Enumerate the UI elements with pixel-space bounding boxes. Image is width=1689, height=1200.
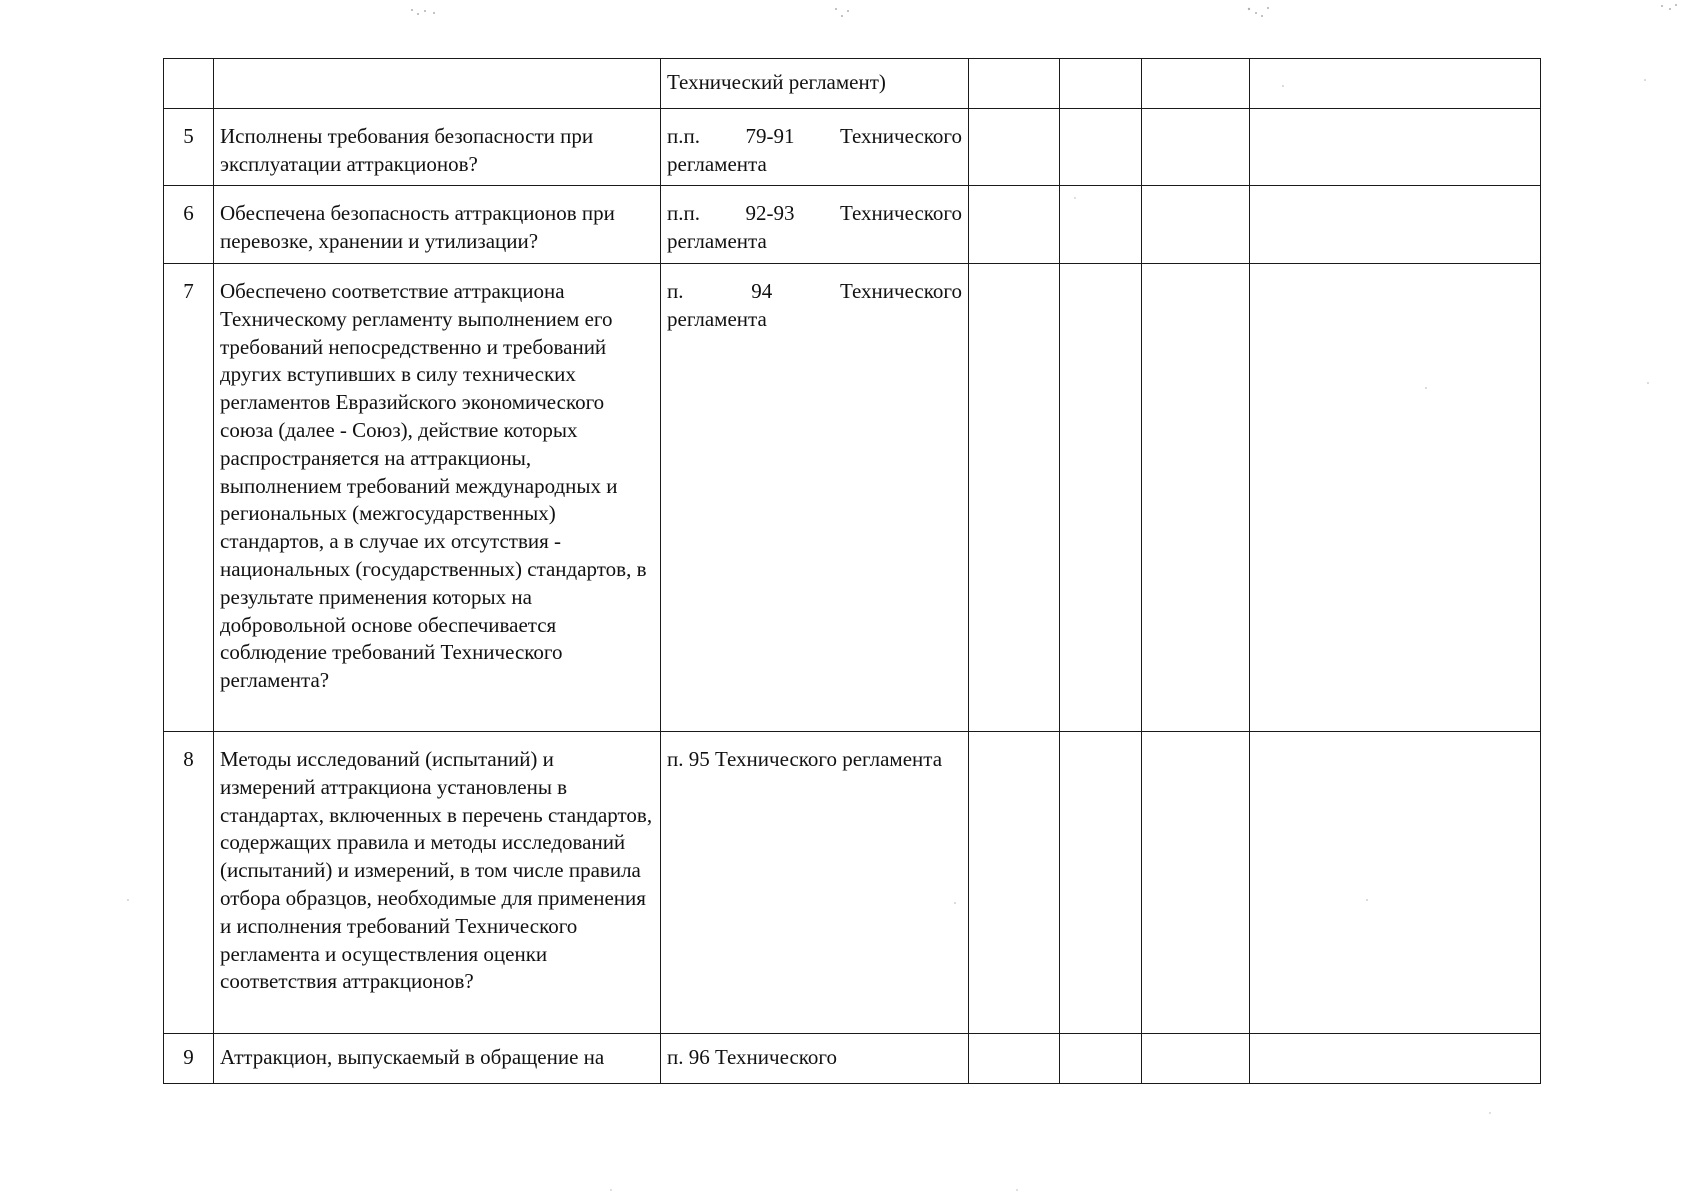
answer-cell-yes [969, 59, 1060, 109]
reference-part: п. [667, 279, 684, 303]
reference-second-line: регламента [667, 151, 767, 176]
reference-cell [661, 1034, 969, 1084]
question-cell: Исполнены требования безопасности при эксплуатации аттракционов? [214, 109, 661, 186]
reference-second-line: регламента [667, 228, 767, 253]
answer-cell-na [1142, 1034, 1250, 1084]
table-row [164, 264, 1541, 732]
reference-part: п.п. [667, 201, 700, 225]
question-cell: Методы исследований (испытаний) и измерений аттракциона установлены в стандартах, включенных в перечень стандартов, содержащих правила и методы исследований (испытаний) и измерений, в том числе правила отбора образцов, необходимые для применения и исполнения требований Технического регламента и осуществления оценки соответствия аттракционов? [214, 732, 661, 1034]
answer-cell-na [1142, 186, 1250, 264]
answer-cell-yes [969, 109, 1060, 186]
reference-cell [661, 732, 969, 1034]
row-number: 6 [164, 186, 214, 264]
note-cell [1250, 109, 1541, 186]
answer-cell-no [1060, 1034, 1142, 1084]
answer-cell-no [1060, 264, 1142, 732]
reference-text: п. 96 Технического [667, 1045, 837, 1069]
note-cell [1250, 1034, 1541, 1084]
answer-cell-na [1142, 732, 1250, 1034]
reference-cell [661, 109, 969, 186]
answer-cell-yes [969, 186, 1060, 264]
answer-cell-na [1142, 264, 1250, 732]
table-row [164, 186, 1541, 264]
note-cell [1250, 264, 1541, 732]
reference-first-line [667, 278, 962, 306]
reference-first-line [667, 200, 962, 228]
answer-cell-yes [969, 1034, 1060, 1084]
reference-part: 92-93 [745, 201, 795, 225]
row-number: 5 [164, 109, 214, 186]
reference-part: Технического [839, 124, 962, 148]
question-cell: Обеспечено соответствие аттракциона Техническому регламенту выполнением его требований непосредственно и требований других вступивших в силу технических регламентов Евразийского экономического союза (далее - Союз), действие которых распространяется на аттракционы, выполнением требований международных и региональных (межгосударственных) стандартов, а в случае их отсутствия - национальных (государственных) стандартов, в результате применения которых на добровольной основе обеспечивается соблюдение требований Технического регламента? [214, 264, 661, 732]
row-number [164, 59, 214, 109]
table-row [164, 109, 1541, 186]
reference-text: Технический регламент) [667, 70, 886, 94]
reference-part: п.п. [667, 124, 700, 148]
reference-cell [661, 186, 969, 264]
note-cell [1250, 186, 1541, 264]
table-row [164, 1034, 1541, 1084]
row-number: 9 [164, 1034, 214, 1084]
row-number: 7 [164, 264, 214, 732]
reference-text: п. 95 Технического регламента [667, 747, 943, 771]
reference-cell [661, 264, 969, 732]
answer-cell-no [1060, 732, 1142, 1034]
reference-part: 94 [751, 279, 773, 303]
table-row [164, 59, 1541, 109]
question-cell [214, 59, 661, 109]
note-cell [1250, 59, 1541, 109]
table-row [164, 732, 1541, 1034]
reference-cell [661, 59, 969, 109]
answer-cell-na [1142, 59, 1250, 109]
reference-part: Технического [839, 279, 962, 303]
answer-cell-no [1060, 59, 1142, 109]
reference-first-line [667, 123, 962, 151]
note-cell [1250, 732, 1541, 1034]
answer-cell-no [1060, 109, 1142, 186]
reference-part: 79-91 [745, 124, 795, 148]
checklist-table [163, 58, 1541, 1084]
answer-cell-yes [969, 732, 1060, 1034]
row-number: 8 [164, 732, 214, 1034]
reference-part: Технического [839, 201, 962, 225]
answer-cell-yes [969, 264, 1060, 732]
question-cell: Обеспечена безопасность аттракционов при перевозке, хранении и утилизации? [214, 186, 661, 264]
answer-cell-no [1060, 186, 1142, 264]
question-cell: Аттракцион, выпускаемый в обращение на [214, 1034, 661, 1084]
reference-second-line: регламента [667, 306, 767, 331]
answer-cell-na [1142, 109, 1250, 186]
